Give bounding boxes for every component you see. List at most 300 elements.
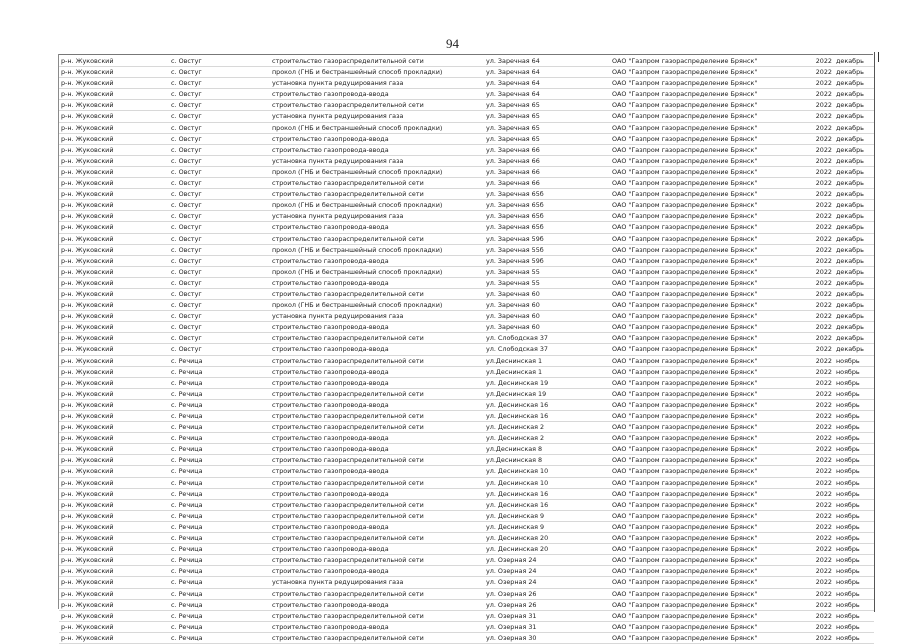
table-row — [59, 189, 874, 200]
month-cell: ноябрь — [836, 500, 860, 509]
locality-cell: с. Овстуг — [171, 234, 202, 243]
district-cell: р-н. Жуковский — [61, 112, 114, 121]
table-row — [59, 322, 874, 333]
locality-cell: с. Овстуг — [171, 256, 202, 265]
year-cell: 2022 — [815, 578, 832, 587]
month-cell: декабрь — [836, 334, 864, 343]
organization-cell: ОАО "Газпром газораспределение Брянск" — [612, 112, 758, 121]
work-type-cell: строительство газопровода-ввода — [272, 400, 389, 409]
address-cell: ул. Деснинская 19 — [486, 378, 549, 387]
month-cell: декабрь — [836, 312, 864, 321]
district-cell: р-н. Жуковский — [61, 334, 114, 343]
table-row — [59, 267, 874, 278]
year-cell: 2022 — [815, 545, 832, 554]
year-cell: 2022 — [815, 511, 832, 520]
work-type-cell: прокол (ГНБ и бестраншейный способ прокладки) — [272, 123, 443, 132]
month-cell: декабрь — [836, 323, 864, 332]
table-row — [59, 611, 874, 622]
work-type-cell: установка пункта редуцирования газа — [272, 112, 404, 121]
address-cell: ул.Деснинская 1 — [486, 356, 543, 365]
work-type-cell: строительство газораспределительной сети — [272, 500, 424, 509]
work-type-cell: установка пункта редуцирования газа — [272, 312, 404, 321]
district-cell: р-н. Жуковский — [61, 301, 114, 310]
work-type-cell: строительство газораспределительной сети — [272, 389, 424, 398]
address-cell: ул. Озерная 30 — [486, 633, 537, 642]
year-cell: 2022 — [815, 556, 832, 565]
district-cell: р-н. Жуковский — [61, 589, 114, 598]
table-row — [59, 466, 874, 477]
district-cell: р-н. Жуковский — [61, 278, 114, 287]
organization-cell: ОАО "Газпром газораспределение Брянск" — [612, 589, 758, 598]
district-cell: р-н. Жуковский — [61, 201, 114, 210]
table-row — [59, 123, 874, 134]
organization-cell: ОАО "Газпром газораспределение Брянск" — [612, 345, 758, 354]
district-cell: р-н. Жуковский — [61, 134, 114, 143]
year-cell: 2022 — [815, 367, 832, 376]
month-cell: ноябрь — [836, 434, 860, 443]
year-cell: 2022 — [815, 334, 832, 343]
month-cell: ноябрь — [836, 367, 860, 376]
district-cell: р-н. Жуковский — [61, 467, 114, 476]
organization-cell: ОАО "Газпром газораспределение Брянск" — [612, 356, 758, 365]
locality-cell: с. Овстуг — [171, 145, 202, 154]
table-row — [59, 600, 874, 611]
work-type-cell: строительство газораспределительной сети — [272, 289, 424, 298]
work-type-cell: строительство газопровода-ввода — [272, 345, 389, 354]
locality-cell: с. Речица — [171, 556, 203, 565]
table-row — [59, 145, 874, 156]
address-cell: ул. Деснинская 16 — [486, 489, 549, 498]
district-cell: р-н. Жуковский — [61, 445, 114, 454]
month-cell: ноябрь — [836, 611, 860, 620]
work-type-cell: установка пункта редуцирования газа — [272, 212, 404, 221]
month-cell: декабрь — [836, 212, 864, 221]
year-cell: 2022 — [815, 278, 832, 287]
organization-cell: ОАО "Газпром газораспределение Брянск" — [612, 400, 758, 409]
year-cell: 2022 — [815, 57, 832, 65]
address-cell: ул.Деснинская 8 — [486, 456, 543, 465]
month-cell: декабрь — [836, 201, 864, 210]
year-cell: 2022 — [815, 256, 832, 265]
district-cell: р-н. Жуковский — [61, 567, 114, 576]
work-type-cell: строительство газораспределительной сети — [272, 556, 424, 565]
address-cell: ул. Деснинская 2 — [486, 423, 545, 432]
table-row — [59, 344, 874, 355]
year-cell: 2022 — [815, 289, 832, 298]
work-type-cell: строительство газопровода-ввода — [272, 378, 389, 387]
work-type-cell: установка пункта редуцирования газа — [272, 578, 404, 587]
district-cell: р-н. Жуковский — [61, 145, 114, 154]
year-cell: 2022 — [815, 633, 832, 642]
organization-cell: ОАО "Газпром газораспределение Брянск" — [612, 534, 758, 543]
organization-cell: ОАО "Газпром газораспределение Брянск" — [612, 179, 758, 188]
table-row — [59, 234, 874, 245]
address-cell: ул. Деснинская 16 — [486, 500, 549, 509]
year-cell: 2022 — [815, 356, 832, 365]
locality-cell: с. Речица — [171, 445, 203, 454]
district-cell: р-н. Жуковский — [61, 123, 114, 132]
table-row — [59, 433, 874, 444]
district-cell: р-н. Жуковский — [61, 622, 114, 631]
year-cell: 2022 — [815, 201, 832, 210]
address-cell: ул. Заречная 65б — [486, 190, 544, 199]
locality-cell: с. Речица — [171, 434, 203, 443]
work-type-cell: строительство газопровода-ввода — [272, 134, 389, 143]
district-cell: р-н. Жуковский — [61, 356, 114, 365]
margin-mark — [878, 52, 879, 62]
district-cell: р-н. Жуковский — [61, 556, 114, 565]
work-type-cell: прокол (ГНБ и бестраншейный способ прокладки) — [272, 68, 443, 77]
month-cell: ноябрь — [836, 511, 860, 520]
month-cell: декабрь — [836, 167, 864, 176]
organization-cell: ОАО "Газпром газораспределение Брянск" — [612, 423, 758, 432]
work-type-cell: прокол (ГНБ и бестраншейный способ прокладки) — [272, 167, 443, 176]
locality-cell: с. Речица — [171, 389, 203, 398]
district-cell: р-н. Жуковский — [61, 434, 114, 443]
year-cell: 2022 — [815, 534, 832, 543]
organization-cell: ОАО "Газпром газораспределение Брянск" — [612, 156, 758, 165]
district-cell: р-н. Жуковский — [61, 234, 114, 243]
work-type-cell: строительство газопровода-ввода — [272, 522, 389, 531]
year-cell: 2022 — [815, 156, 832, 165]
year-cell: 2022 — [815, 190, 832, 199]
address-cell: ул. Заречная 55б — [486, 245, 544, 254]
month-cell: декабрь — [836, 289, 864, 298]
locality-cell: с. Речица — [171, 545, 203, 554]
organization-cell: ОАО "Газпром газораспределение Брянск" — [612, 511, 758, 520]
table-row — [59, 389, 874, 400]
locality-cell: с. Речица — [171, 500, 203, 509]
locality-cell: с. Речица — [171, 367, 203, 376]
district-cell: р-н. Жуковский — [61, 400, 114, 409]
work-type-cell: строительство газораспределительной сети — [272, 633, 424, 642]
work-type-cell: строительство газораспределительной сети — [272, 190, 424, 199]
organization-cell: ОАО "Газпром газораспределение Брянск" — [612, 600, 758, 609]
organization-cell: ОАО "Газпром газораспределение Брянск" — [612, 101, 758, 110]
organization-cell: ОАО "Газпром газораспределение Брянск" — [612, 489, 758, 498]
month-cell: ноябрь — [836, 423, 860, 432]
month-cell: декабрь — [836, 345, 864, 354]
address-cell: ул.Деснинская 19 — [486, 389, 547, 398]
organization-cell: ОАО "Газпром газораспределение Брянск" — [612, 278, 758, 287]
organization-cell: ОАО "Газпром газораспределение Брянск" — [612, 522, 758, 531]
locality-cell: с. Речица — [171, 400, 203, 409]
year-cell: 2022 — [815, 301, 832, 310]
locality-cell: с. Речица — [171, 356, 203, 365]
locality-cell: с. Овстуг — [171, 57, 202, 65]
organization-cell: ОАО "Газпром газораспределение Брянск" — [612, 478, 758, 487]
district-cell: р-н. Жуковский — [61, 412, 114, 420]
year-cell: 2022 — [815, 522, 832, 531]
district-cell: р-н. Жуковский — [61, 223, 114, 232]
address-cell: ул. Заречная 66 — [486, 156, 540, 165]
table-row — [59, 56, 874, 67]
table-row — [59, 378, 874, 389]
address-cell: ул. Деснинская 20 — [486, 534, 549, 543]
organization-cell: ОАО "Газпром газораспределение Брянск" — [612, 190, 758, 199]
locality-cell: с. Овстуг — [171, 289, 202, 298]
work-type-cell: строительство газопровода-ввода — [272, 489, 389, 498]
work-type-cell: строительство газораспределительной сети — [272, 589, 424, 598]
district-cell: р-н. Жуковский — [61, 68, 114, 77]
table-row — [59, 400, 874, 411]
district-cell: р-н. Жуковский — [61, 522, 114, 531]
organization-cell: ОАО "Газпром газораспределение Брянск" — [612, 445, 758, 454]
locality-cell: с. Овстуг — [171, 68, 202, 77]
year-cell: 2022 — [815, 90, 832, 99]
month-cell: декабрь — [836, 145, 864, 154]
locality-cell: с. Речица — [171, 534, 203, 543]
table-row — [59, 566, 874, 577]
organization-cell: ОАО "Газпром газораспределение Брянск" — [612, 312, 758, 321]
table-row — [59, 622, 874, 633]
month-cell: декабрь — [836, 234, 864, 243]
year-cell: 2022 — [815, 234, 832, 243]
district-cell: р-н. Жуковский — [61, 478, 114, 487]
table-row — [59, 633, 874, 644]
locality-cell: с. Речица — [171, 467, 203, 476]
table-row — [59, 356, 874, 367]
organization-cell: ОАО "Газпром газораспределение Брянск" — [612, 412, 758, 420]
table-row — [59, 311, 874, 322]
address-cell: ул. Заречная 59б — [486, 256, 544, 265]
year-cell: 2022 — [815, 112, 832, 121]
district-cell: р-н. Жуковский — [61, 578, 114, 587]
table-row — [59, 89, 874, 100]
district-cell: р-н. Жуковский — [61, 534, 114, 543]
district-cell: р-н. Жуковский — [61, 156, 114, 165]
table-row — [59, 167, 874, 178]
month-cell: декабрь — [836, 156, 864, 165]
district-cell: р-н. Жуковский — [61, 212, 114, 221]
locality-cell: с. Речица — [171, 478, 203, 487]
year-cell: 2022 — [815, 434, 832, 443]
year-cell: 2022 — [815, 500, 832, 509]
locality-cell: с. Речица — [171, 522, 203, 531]
address-cell: ул. Заречная 55 — [486, 278, 540, 287]
district-cell: р-н. Жуковский — [61, 423, 114, 432]
table-row — [59, 278, 874, 289]
district-cell: р-н. Жуковский — [61, 256, 114, 265]
district-cell: р-н. Жуковский — [61, 90, 114, 99]
organization-cell: ОАО "Газпром газораспределение Брянск" — [612, 301, 758, 310]
district-cell: р-н. Жуковский — [61, 312, 114, 321]
table-row — [59, 455, 874, 466]
address-cell: ул. Заречная 64 — [486, 57, 540, 65]
address-cell: ул. Озерная 24 — [486, 567, 537, 576]
organization-cell: ОАО "Газпром газораспределение Брянск" — [612, 256, 758, 265]
month-cell: ноябрь — [836, 489, 860, 498]
year-cell: 2022 — [815, 400, 832, 409]
organization-cell: ОАО "Газпром газораспределение Брянск" — [612, 456, 758, 465]
locality-cell: с. Овстуг — [171, 167, 202, 176]
year-cell: 2022 — [815, 68, 832, 77]
locality-cell: с. Речица — [171, 412, 203, 420]
district-cell: р-н. Жуковский — [61, 190, 114, 199]
year-cell: 2022 — [815, 134, 832, 143]
year-cell: 2022 — [815, 589, 832, 598]
organization-cell: ОАО "Газпром газораспределение Брянск" — [612, 556, 758, 565]
work-type-cell: строительство газопровода-ввода — [272, 545, 389, 554]
locality-cell: с. Речица — [171, 589, 203, 598]
address-cell: ул. Заречная 64 — [486, 68, 540, 77]
year-cell: 2022 — [815, 245, 832, 254]
organization-cell: ОАО "Газпром газораспределение Брянск" — [612, 567, 758, 576]
year-cell: 2022 — [815, 456, 832, 465]
year-cell: 2022 — [815, 622, 832, 631]
locality-cell: с. Овстуг — [171, 190, 202, 199]
district-cell: р-н. Жуковский — [61, 500, 114, 509]
work-type-cell: строительство газопровода-ввода — [272, 445, 389, 454]
organization-cell: ОАО "Газпром газораспределение Брянск" — [612, 334, 758, 343]
organization-cell: ОАО "Газпром газораспределение Брянск" — [612, 201, 758, 210]
work-type-cell: прокол (ГНБ и бестраншейный способ прокладки) — [272, 201, 443, 210]
work-type-cell: строительство газораспределительной сети — [272, 511, 424, 520]
month-cell: ноябрь — [836, 400, 860, 409]
work-type-cell: строительство газораспределительной сети — [272, 412, 424, 420]
address-cell: ул. Заречная 55 — [486, 267, 540, 276]
month-cell: декабрь — [836, 123, 864, 132]
locality-cell: с. Овстуг — [171, 156, 202, 165]
month-cell: декабрь — [836, 101, 864, 110]
work-type-cell: строительство газопровода-ввода — [272, 467, 389, 476]
district-cell: р-н. Жуковский — [61, 456, 114, 465]
district-cell: р-н. Жуковский — [61, 179, 114, 188]
month-cell: ноябрь — [836, 478, 860, 487]
address-cell: ул. Заречная 65 — [486, 134, 540, 143]
address-cell: ул. Слободская 37 — [486, 345, 548, 354]
year-cell: 2022 — [815, 412, 832, 420]
address-cell: ул. Заречная 65б — [486, 201, 544, 210]
month-cell: декабрь — [836, 256, 864, 265]
year-cell: 2022 — [815, 611, 832, 620]
locality-cell: с. Овстуг — [171, 112, 202, 121]
right-border — [874, 52, 875, 612]
month-cell: декабрь — [836, 112, 864, 121]
work-type-cell: строительство газопровода-ввода — [272, 223, 389, 232]
organization-cell: ОАО "Газпром газораспределение Брянск" — [612, 323, 758, 332]
work-type-cell: строительство газопровода-ввода — [272, 367, 389, 376]
locality-cell: с. Овстуг — [171, 267, 202, 276]
month-cell: ноябрь — [836, 589, 860, 598]
organization-cell: ОАО "Газпром газораспределение Брянск" — [612, 167, 758, 176]
month-cell: декабрь — [836, 267, 864, 276]
organization-cell: ОАО "Газпром газораспределение Брянск" — [612, 212, 758, 221]
organization-cell: ОАО "Газпром газораспределение Брянск" — [612, 578, 758, 587]
district-cell: р-н. Жуковский — [61, 600, 114, 609]
work-type-cell: установка пункта редуцирования газа — [272, 156, 404, 165]
table-row — [59, 211, 874, 222]
table-row — [59, 411, 874, 422]
month-cell: декабрь — [836, 134, 864, 143]
year-cell: 2022 — [815, 389, 832, 398]
table-row — [59, 511, 874, 522]
work-type-cell: строительство газопровода-ввода — [272, 434, 389, 443]
organization-cell: ОАО "Газпром газораспределение Брянск" — [612, 289, 758, 298]
work-type-cell: строительство газораспределительной сети — [272, 101, 424, 110]
work-type-cell: строительство газораспределительной сети — [272, 423, 424, 432]
address-cell: ул. Деснинская 20 — [486, 545, 549, 554]
work-type-cell: строительство газопровода-ввода — [272, 256, 389, 265]
locality-cell: с. Речица — [171, 511, 203, 520]
locality-cell: с. Овстуг — [171, 312, 202, 321]
address-cell: ул. Заречная 65 — [486, 123, 540, 132]
month-cell: декабрь — [836, 278, 864, 287]
locality-cell: с. Речица — [171, 611, 203, 620]
district-cell: р-н. Жуковский — [61, 545, 114, 554]
district-cell: р-н. Жуковский — [61, 389, 114, 398]
year-cell: 2022 — [815, 467, 832, 476]
organization-cell: ОАО "Газпром газораспределение Брянск" — [612, 90, 758, 99]
district-cell: р-н. Жуковский — [61, 367, 114, 376]
district-cell: р-н. Жуковский — [61, 378, 114, 387]
district-cell: р-н. Жуковский — [61, 633, 114, 642]
district-cell: р-н. Жуковский — [61, 611, 114, 620]
table-row — [59, 178, 874, 189]
work-type-cell: строительство газораспределительной сети — [272, 456, 424, 465]
month-cell: декабрь — [836, 190, 864, 199]
locality-cell: с. Овстуг — [171, 201, 202, 210]
address-cell: ул.Деснинская 1 — [486, 367, 543, 376]
address-cell: ул. Заречная 66 — [486, 179, 540, 188]
table-body — [59, 56, 874, 644]
table-row — [59, 300, 874, 311]
work-type-cell: строительство газопровода-ввода — [272, 90, 389, 99]
locality-cell: с. Речица — [171, 578, 203, 587]
district-cell: р-н. Жуковский — [61, 79, 114, 88]
locality-cell: с. Речица — [171, 633, 203, 642]
table-row — [59, 489, 874, 500]
organization-cell: ОАО "Газпром газораспределение Брянск" — [612, 467, 758, 476]
table-row — [59, 67, 874, 78]
page-number: 94 — [446, 36, 459, 51]
month-cell: ноябрь — [836, 467, 860, 476]
address-cell: ул. Деснинская 16 — [486, 400, 549, 409]
address-cell: ул. Заречная 60 — [486, 301, 540, 310]
work-type-cell: строительство газораспределительной сети — [272, 478, 424, 487]
table-row — [59, 100, 874, 111]
year-cell: 2022 — [815, 267, 832, 276]
organization-cell: ОАО "Газпром газораспределение Брянск" — [612, 234, 758, 243]
year-cell: 2022 — [815, 378, 832, 387]
month-cell: ноябрь — [836, 545, 860, 554]
year-cell: 2022 — [815, 345, 832, 354]
table-row — [59, 134, 874, 145]
year-cell: 2022 — [815, 423, 832, 432]
month-cell: декабрь — [836, 245, 864, 254]
month-cell: ноябрь — [836, 622, 860, 631]
table-row — [59, 533, 874, 544]
locality-cell: с. Овстуг — [171, 101, 202, 110]
month-cell: декабрь — [836, 223, 864, 232]
locality-cell: с. Овстуг — [171, 245, 202, 254]
organization-cell: ОАО "Газпром газораспределение Брянск" — [612, 367, 758, 376]
locality-cell: с. Овстуг — [171, 345, 202, 354]
locality-cell: с. Овстуг — [171, 123, 202, 132]
work-type-cell: строительство газораспределительной сети — [272, 534, 424, 543]
year-cell: 2022 — [815, 323, 832, 332]
work-type-cell: строительство газопровода-ввода — [272, 278, 389, 287]
district-cell: р-н. Жуковский — [61, 245, 114, 254]
address-cell: ул. Заречная 65б — [486, 212, 544, 221]
year-cell: 2022 — [815, 312, 832, 321]
month-cell: ноябрь — [836, 445, 860, 454]
organization-cell: ОАО "Газпром газораспределение Брянск" — [612, 622, 758, 631]
address-cell: ул.Деснинская 8 — [486, 445, 543, 454]
locality-cell: с. Овстуг — [171, 134, 202, 143]
district-cell: р-н. Жуковский — [61, 489, 114, 498]
organization-cell: ОАО "Газпром газораспределение Брянск" — [612, 267, 758, 276]
